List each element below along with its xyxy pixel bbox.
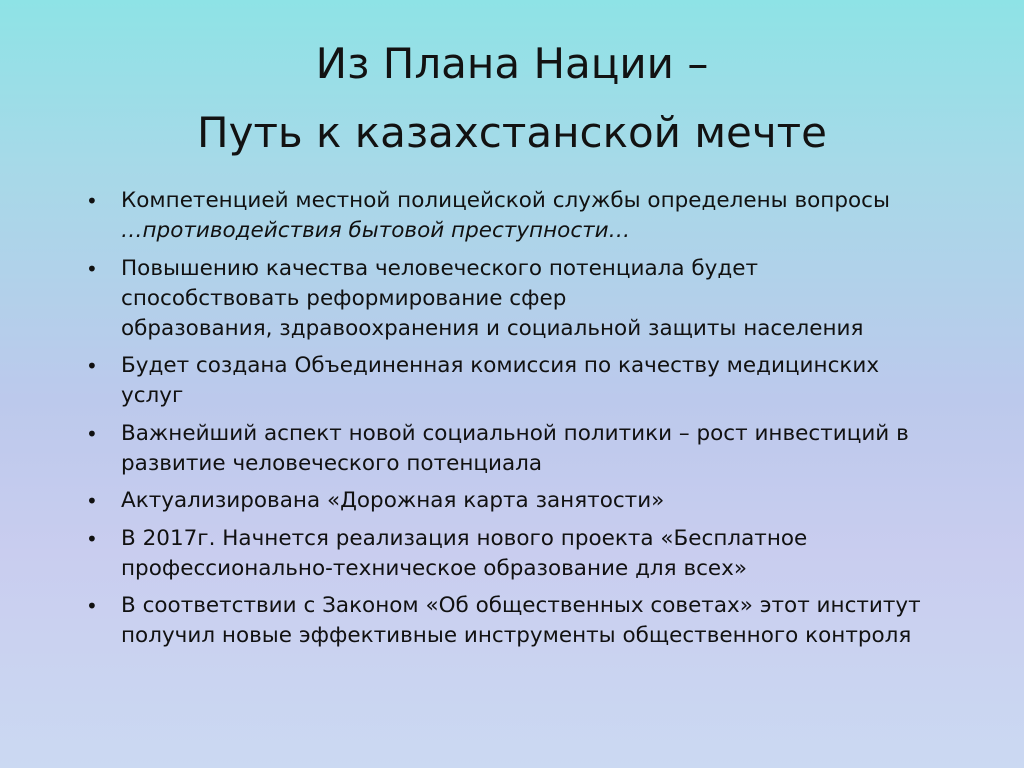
bullet-icon: • xyxy=(86,189,98,213)
bullet-item-6 xyxy=(86,524,966,584)
bullet-text: В соответствии с Законом «Об общественных советах» этот институт xyxy=(121,593,921,618)
bullet-icon: • xyxy=(86,594,98,618)
bullet-text: Компетенцией местной полицейской службы определены вопросы xyxy=(121,188,890,213)
bullet-icon: • xyxy=(86,421,98,446)
bullet-text: профессионально-техническое образование для всех» xyxy=(121,555,748,581)
bullet-text: …противодействия бытовой преступности… xyxy=(121,218,631,243)
bullet-item-4 xyxy=(86,419,966,479)
bullet-text: Будет создана Объединенная комиссия по качеству медицинских xyxy=(121,353,880,378)
bullet-text: развитие человеческого потенциала xyxy=(121,450,543,476)
bullet-icon: • xyxy=(86,256,98,281)
bullet-text: услуг xyxy=(121,383,184,408)
bullet-text: Повышению качества человеческого потенциала будет xyxy=(121,255,759,281)
bullet-icon: • xyxy=(86,526,98,551)
bullet-item-5 xyxy=(86,486,966,516)
bullet-item-1 xyxy=(86,186,966,246)
slide-title-line-1: Из Плана Нации – xyxy=(315,39,709,88)
bullet-text: Актуализирована «Дорожная карта занятости» xyxy=(121,488,665,513)
bullet-item-3 xyxy=(86,351,966,411)
slide-title-line-2: Путь к казахстанской мечте xyxy=(197,108,827,157)
bullet-icon: • xyxy=(86,489,98,513)
bullet-text: образования, здравоохранения и социальной защиты населения xyxy=(121,315,864,341)
bullet-text: Важнейший аспект новой социальной политики – рост инвестиций в xyxy=(121,420,909,446)
bullet-text: В 2017г. Начнется реализация нового проекта «Бесплатное xyxy=(121,525,808,551)
bullet-item-7 xyxy=(86,591,966,651)
bullet-text: способствовать реформирование сфер xyxy=(121,285,567,311)
bullet-text: получил новые эффективные инструменты общественного контроля xyxy=(121,623,912,648)
bullet-list xyxy=(86,186,966,659)
bullet-item-2 xyxy=(86,254,966,344)
bullet-icon: • xyxy=(86,354,98,378)
